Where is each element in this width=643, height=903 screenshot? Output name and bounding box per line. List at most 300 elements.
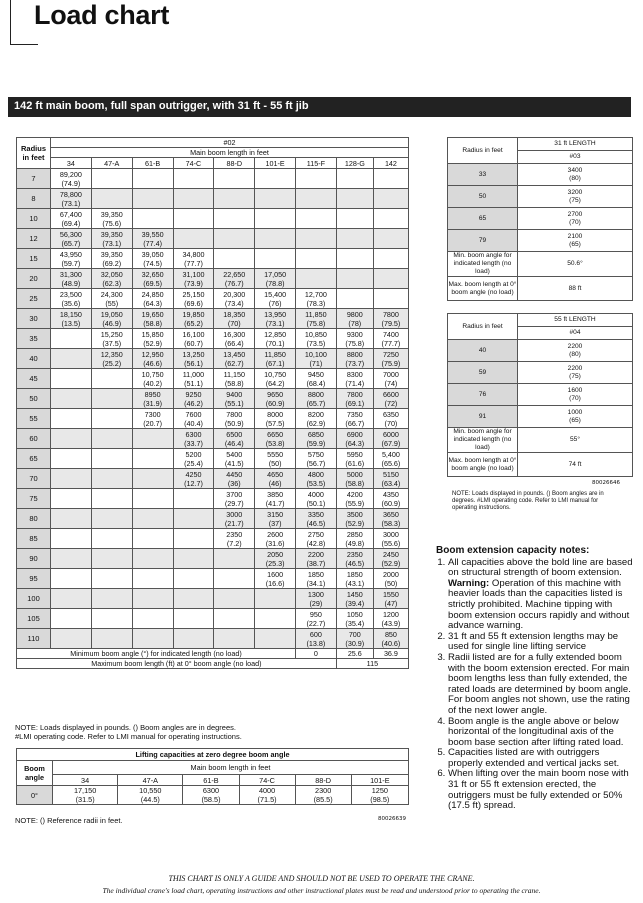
boom-angle-value: (30.9)	[345, 638, 365, 648]
table-row	[17, 249, 409, 269]
column-header: 74-C	[173, 158, 214, 169]
boom-length-header: Main boom length in feet	[51, 148, 409, 158]
load-cell	[214, 189, 255, 209]
radius-header: Radius in feet	[448, 314, 518, 340]
load-cell	[296, 329, 337, 349]
load-cell	[214, 549, 255, 569]
boom-angle-value: (69.1)	[345, 398, 365, 408]
boom-angle-value: (48.9)	[61, 278, 81, 288]
table-row	[17, 229, 409, 249]
load-cell	[132, 169, 173, 189]
boom-angle-value: (75.8)	[306, 318, 326, 328]
load-value: 1600	[567, 386, 583, 394]
load-cell	[518, 406, 633, 428]
radius-cell: 100	[17, 589, 51, 609]
load-value: 5,400	[381, 449, 400, 459]
load-cell	[91, 209, 132, 229]
boom-angle-value: (40.4)	[184, 418, 203, 428]
load-cell	[214, 409, 255, 429]
load-value: 2750	[307, 529, 324, 539]
load-cell	[255, 409, 296, 429]
load-cell	[255, 309, 296, 329]
radius-cell: 40	[448, 340, 518, 362]
column-header: 47-A	[91, 158, 132, 169]
load-value: 8800	[346, 349, 363, 359]
load-value: 2100	[567, 232, 583, 240]
load-value: 34,800	[182, 249, 205, 259]
radius-cell: 20	[17, 269, 51, 289]
load-cell	[373, 429, 408, 449]
radius-cell: 90	[17, 549, 51, 569]
load-value: 12,950	[141, 349, 164, 359]
load-cell	[91, 629, 132, 649]
boom-angle-header: Boom angle	[17, 761, 53, 786]
load-cell	[255, 429, 296, 449]
note-item-3: 3. Radii listed are for a fully extended boom with the boom extension erected. For main boom lengths less than fully extended, the rated loads are determined by boom angle. For boom angles not shown, use the rating of the next lower angle.	[448, 653, 636, 717]
load-cell	[373, 569, 408, 589]
load-value: 4250	[185, 469, 202, 479]
load-cell	[518, 164, 633, 186]
boom-angle-value: (25.4)	[184, 458, 203, 468]
radius-cell: 105	[17, 609, 51, 629]
boom-angle-value: (35.6)	[61, 298, 81, 308]
boom-angle-value: (61.6)	[345, 458, 365, 468]
load-value: 7350	[346, 409, 363, 419]
load-cell	[132, 349, 173, 369]
min-angle-value: 55°	[518, 428, 633, 453]
main-load-table	[16, 137, 409, 669]
load-cell	[91, 369, 132, 389]
column-header: 88-D	[214, 158, 255, 169]
radius-cell: 7	[17, 169, 51, 189]
load-cell	[296, 309, 337, 329]
boom-angle-value: (98.5)	[370, 795, 390, 804]
load-cell	[173, 289, 214, 309]
boom-angle-value: (62.7)	[224, 358, 244, 368]
load-value: 23,500	[59, 289, 82, 299]
column-header: 61-B	[183, 775, 239, 786]
load-cell	[51, 269, 92, 289]
zero-angle-table	[16, 748, 409, 805]
load-value: 2050	[267, 549, 284, 559]
boom-angle-value: (58.5)	[201, 795, 221, 804]
load-value: 10,100	[304, 349, 327, 359]
boom-angle-value: (64.2)	[265, 378, 285, 388]
load-value: 9300	[346, 329, 363, 339]
load-cell	[296, 249, 337, 269]
load-cell	[336, 349, 373, 369]
load-value: 18,150	[59, 309, 82, 319]
load-value: 11,850	[305, 309, 327, 319]
radius-cell: 110	[17, 629, 51, 649]
min-angle-value: 0	[296, 649, 337, 659]
jib-code: #03	[518, 151, 633, 164]
boom-angle-value: (80)	[569, 174, 581, 182]
radius-cell: 55	[17, 409, 51, 429]
load-value: 1600	[267, 569, 284, 579]
load-cell	[214, 469, 255, 489]
load-value: 89,200	[59, 169, 82, 179]
jib-row	[448, 406, 633, 428]
jib-min-row	[448, 252, 633, 277]
load-value: 19,850	[182, 309, 205, 319]
boom-angle-value: (71.5)	[257, 795, 277, 804]
boom-angle-value: (46.4)	[224, 438, 244, 448]
load-value: 8950	[144, 389, 161, 399]
boom-angle-value: (31.6)	[265, 538, 285, 548]
table-row	[17, 269, 409, 289]
load-value: 12,350	[100, 349, 123, 359]
load-cell	[373, 329, 408, 349]
max-length-value: 115	[336, 659, 408, 669]
radius-cell: 76	[448, 384, 518, 406]
boom-angle-value: (44.5)	[140, 795, 160, 804]
boom-angle-value: (62.3)	[102, 278, 122, 288]
max-length-label: Maximum boom length (ft) at 0° boom angle (no load)	[17, 659, 337, 669]
note-item-6: 6. When lifting over the main boom nose with 31 ft or 55 ft extension erected, the outriggers must be fully extended or 50% (17.5 ft) spread.	[448, 769, 636, 811]
load-cell	[132, 429, 173, 449]
table-row	[17, 209, 409, 229]
load-value: 7300	[144, 409, 161, 419]
boom-angle-value: (55.1)	[224, 398, 244, 408]
boom-angle-value: (40.6)	[381, 638, 401, 648]
boom-angle-value: (62.9)	[306, 418, 326, 428]
load-value: 2350	[346, 549, 363, 559]
boom-angle-value: (59.7)	[61, 258, 81, 268]
boom-angle-value: (16.6)	[265, 578, 285, 588]
load-cell	[51, 429, 92, 449]
load-value: 24,300	[100, 289, 123, 299]
load-cell	[173, 409, 214, 429]
boom-angle-value: (64.3)	[345, 438, 365, 448]
load-value: 16,100	[182, 329, 205, 339]
load-cell	[91, 429, 132, 449]
note-item-1: 1. All capacities above the bold line are based on structural strength of boom extension. Warning: Operation of this machine with heavier loads than the capacities listed is strictly prohibited. Machine tipping with boom extension occurs rapidly and without advance warning.	[448, 558, 636, 632]
load-cell	[296, 429, 337, 449]
load-value: 11,150	[223, 369, 246, 379]
load-cell	[132, 569, 173, 589]
boom-angle-value: (73.1)	[102, 238, 122, 248]
load-cell	[214, 329, 255, 349]
boom-angle-value: (25.3)	[265, 558, 285, 568]
load-value: 3150	[267, 509, 284, 519]
load-cell	[373, 289, 408, 309]
table-row	[17, 549, 409, 569]
load-cell	[173, 629, 214, 649]
boom-angle-value: (77.7)	[381, 338, 401, 348]
load-value: 18,350	[223, 309, 246, 319]
boom-angle-value: (75.8)	[345, 338, 365, 348]
boom-angle-value: (52.9)	[381, 558, 401, 568]
load-cell	[351, 786, 408, 805]
boom-angle-value: (39.4)	[345, 598, 365, 608]
jib-header-row	[448, 314, 633, 327]
load-cell	[214, 349, 255, 369]
load-value: 3500	[346, 509, 363, 519]
load-value: 2000	[382, 569, 399, 579]
footer-row	[17, 659, 409, 669]
table-row	[17, 609, 409, 629]
load-cell	[51, 369, 92, 389]
jib-code: #04	[518, 327, 633, 340]
load-cell	[53, 786, 118, 805]
load-cell	[214, 229, 255, 249]
column-header: 142	[373, 158, 408, 169]
load-cell	[51, 389, 92, 409]
boom-angle-value: (67.9)	[381, 438, 401, 448]
load-cell	[296, 469, 337, 489]
boom-angle-value: (46.5)	[306, 518, 326, 528]
load-cell	[255, 269, 296, 289]
boom-angle-value: (41.7)	[265, 498, 285, 508]
load-value: 3200	[567, 188, 583, 196]
load-cell	[51, 229, 92, 249]
jib-row	[448, 340, 633, 362]
table-row	[17, 569, 409, 589]
radius-cell: 65	[448, 208, 518, 230]
load-cell	[296, 589, 337, 609]
boom-angle-value: (58.8)	[143, 318, 162, 328]
load-value: 2200	[567, 342, 583, 350]
jib-row	[448, 230, 633, 252]
boom-angle-value: (85.5)	[313, 795, 333, 804]
boom-angle-value: (59.9)	[306, 438, 326, 448]
table-row	[17, 429, 409, 449]
max-length-value: 88 ft	[518, 277, 633, 301]
load-cell	[373, 369, 408, 389]
boom-angle-value: (7.2)	[226, 538, 242, 548]
load-cell	[91, 449, 132, 469]
load-value: 5200	[185, 449, 202, 459]
boom-angle-value: (58.8)	[224, 378, 244, 388]
boom-angle-value: (46.6)	[143, 358, 162, 368]
boom-angle-value: (42.8)	[306, 538, 326, 548]
boom-angle-value: (75)	[569, 372, 581, 380]
load-cell	[132, 289, 173, 309]
load-cell	[214, 489, 255, 509]
table-row	[17, 389, 409, 409]
load-cell	[173, 169, 214, 189]
load-cell	[518, 362, 633, 384]
load-value: 3400	[567, 166, 583, 174]
load-value: 2600	[267, 529, 284, 539]
load-cell	[336, 389, 373, 409]
load-cell	[373, 349, 408, 369]
radius-cell: 75	[17, 489, 51, 509]
load-cell	[214, 289, 255, 309]
load-cell	[373, 209, 408, 229]
load-value: 4650	[267, 469, 284, 479]
table-row	[17, 509, 409, 529]
load-value: 4200	[346, 489, 363, 499]
load-value: 5550	[267, 449, 284, 459]
load-value: 6900	[346, 429, 363, 439]
load-cell	[296, 489, 337, 509]
note-item-5: 5. Capacities listed are with outriggers properly extended and vertical jacks set.	[448, 748, 636, 769]
load-cell	[336, 429, 373, 449]
boom-angle-value: (51.1)	[184, 378, 203, 388]
load-cell	[91, 589, 132, 609]
load-cell	[214, 509, 255, 529]
boom-angle-cell: 0°	[17, 786, 53, 805]
load-value: 1850	[307, 569, 324, 579]
load-cell	[296, 409, 337, 429]
load-cell	[173, 509, 214, 529]
table-row	[17, 629, 409, 649]
boom-angle-value: (43.1)	[345, 578, 365, 588]
load-cell	[132, 469, 173, 489]
load-cell	[373, 509, 408, 529]
load-value: 78,800	[59, 189, 82, 199]
load-value: 17,150	[73, 786, 97, 795]
load-cell	[336, 589, 373, 609]
load-value: 17,050	[264, 269, 287, 279]
load-value: 5000	[346, 469, 363, 479]
boom-angle-value: (56.1)	[184, 358, 203, 368]
load-value: 2200	[567, 364, 583, 372]
load-cell	[173, 469, 214, 489]
load-cell	[214, 589, 255, 609]
load-cell	[51, 169, 92, 189]
header-row	[17, 148, 409, 158]
load-cell	[51, 589, 92, 609]
load-cell	[255, 589, 296, 609]
load-cell	[255, 629, 296, 649]
boom-angle-value: (78.3)	[306, 298, 326, 308]
boom-angle-value: (75)	[569, 196, 581, 204]
boom-angle-value: (70)	[384, 418, 398, 428]
load-cell	[373, 489, 408, 509]
boom-angle-value: (64.3)	[143, 298, 162, 308]
max-length-label: Max. boom length at 0° boom angle (no load)	[448, 453, 518, 477]
radius-cell: 30	[17, 309, 51, 329]
load-cell	[173, 189, 214, 209]
load-value: 3000	[382, 529, 399, 539]
disclaimer-subline: The individual crane's load chart, operating instructions and other instructional plates must be read and understood prior to operating the crane.	[102, 886, 541, 895]
load-value: 9450	[307, 369, 324, 379]
boom-angle-value: (71)	[309, 358, 323, 368]
load-cell	[296, 229, 337, 249]
radius-cell: 12	[17, 229, 51, 249]
load-cell	[51, 549, 92, 569]
load-cell	[91, 169, 132, 189]
load-cell	[336, 169, 373, 189]
load-cell	[51, 469, 92, 489]
load-value: 2350	[226, 529, 243, 539]
load-cell	[336, 409, 373, 429]
boom-angle-value: (70)	[569, 394, 581, 402]
note-line: NOTE: Loads displayed in pounds. () Boom angles are in degrees.	[15, 723, 236, 732]
load-value: 5400	[226, 449, 243, 459]
load-cell	[51, 509, 92, 529]
load-cell	[214, 269, 255, 289]
load-value: 2450	[382, 549, 399, 559]
load-value: 15,250	[100, 329, 123, 339]
load-cell	[132, 409, 173, 429]
load-value: 3700	[226, 489, 243, 499]
load-value: 10,750	[264, 369, 287, 379]
min-angle-label: Min. boom angle for indicated length (no load)	[448, 428, 518, 453]
load-cell	[255, 229, 296, 249]
load-cell	[255, 209, 296, 229]
load-value: 950	[309, 609, 322, 619]
boom-angle-value: (31.5)	[75, 795, 95, 804]
load-cell	[255, 489, 296, 509]
load-cell	[214, 369, 255, 389]
load-value: 850	[384, 629, 397, 639]
load-value: 6000	[382, 429, 399, 439]
radius-cell: 25	[17, 289, 51, 309]
note-item-4: 4. Boom angle is the angle above or below horizontal of the longitudinal axis of the boom base section after lifting rated load.	[448, 717, 636, 749]
zero-table-title: Lifting capacities at zero degree boom angle	[17, 749, 409, 761]
load-cell	[214, 529, 255, 549]
load-cell	[51, 249, 92, 269]
load-cell	[373, 549, 408, 569]
load-value: 7800	[226, 409, 243, 419]
load-value: 24,850	[141, 289, 164, 299]
boom-angle-value: (71.4)	[345, 378, 365, 388]
load-cell	[51, 489, 92, 509]
load-cell	[296, 509, 337, 529]
load-cell	[173, 269, 214, 289]
load-cell	[132, 509, 173, 529]
jib-length-header: 31 ft LENGTH	[518, 138, 633, 151]
reference-note: NOTE: () Reference radii in feet.	[15, 816, 123, 825]
load-value: 19,050	[100, 309, 123, 319]
boom-angle-value: (69.5)	[143, 278, 162, 288]
load-value: 11,850	[264, 349, 286, 359]
boom-angle-value: (35.4)	[345, 618, 365, 628]
load-cell	[51, 409, 92, 429]
load-cell	[173, 329, 214, 349]
boom-angle-value: (66.4)	[224, 338, 244, 348]
boom-length-header: Main boom length in feet	[53, 761, 409, 775]
load-cell	[336, 629, 373, 649]
load-cell	[373, 529, 408, 549]
corner-frame-line	[10, 44, 38, 45]
boom-angle-value: (22.7)	[306, 618, 326, 628]
load-cell	[373, 189, 408, 209]
load-cell	[255, 469, 296, 489]
column-header: 34	[53, 775, 118, 786]
zero-column-row	[17, 775, 409, 786]
jib-note: NOTE: Loads displayed in pounds. () Boom angles are in degrees. #LMI operating code. Refer to LMI manual for operating instructions.	[452, 491, 604, 511]
boom-angle-value: (58.8)	[345, 478, 365, 488]
load-cell	[132, 329, 173, 349]
boom-angle-value: (67.1)	[265, 358, 285, 368]
load-value: 8200	[307, 409, 324, 419]
load-cell	[295, 786, 351, 805]
boom-angle-value: (69.4)	[61, 218, 81, 228]
load-cell	[373, 169, 408, 189]
load-cell	[173, 229, 214, 249]
load-value: 32,650	[141, 269, 164, 279]
load-value: 15,400	[264, 289, 287, 299]
boom-angle-value: (38.7)	[306, 558, 326, 568]
load-cell	[214, 569, 255, 589]
radius-cell: 15	[17, 249, 51, 269]
load-value: 43,950	[59, 249, 82, 259]
boom-angle-value: (46.9)	[102, 318, 122, 328]
boom-angle-value: (12.7)	[184, 478, 203, 488]
column-header: 74-C	[239, 775, 295, 786]
load-cell	[51, 629, 92, 649]
radius-cell: 8	[17, 189, 51, 209]
load-notes	[15, 723, 242, 741]
boom-angle-value: (74.9)	[61, 178, 81, 188]
boom-angle-value: (50)	[384, 578, 398, 588]
boom-angle-value: (80)	[569, 350, 581, 358]
